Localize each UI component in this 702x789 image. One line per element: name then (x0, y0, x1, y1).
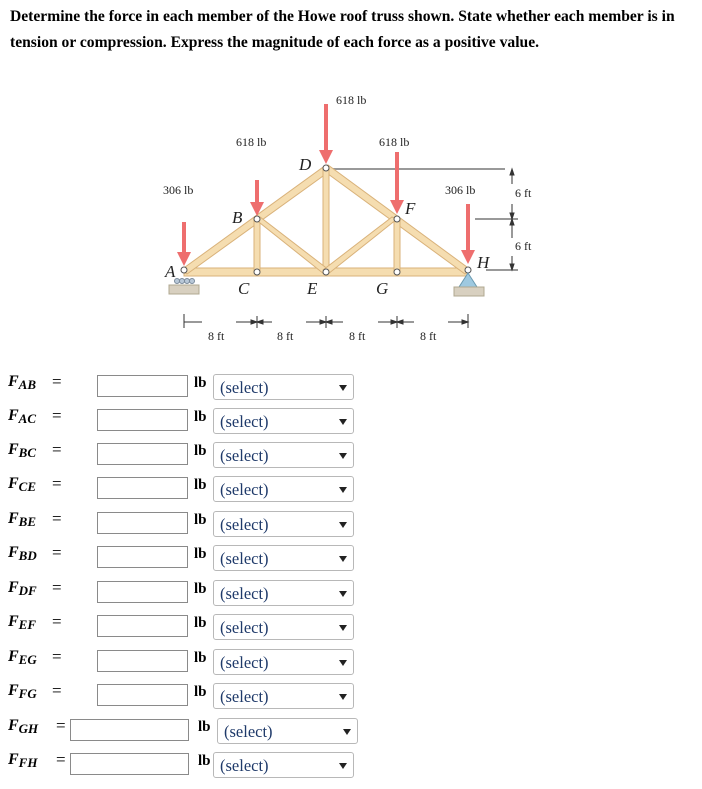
dropdown-arrow-icon (343, 729, 351, 735)
select-value: (select) (220, 653, 269, 672)
dim-label-4: 8 ft (420, 329, 437, 343)
answer-row-ce (0, 472, 702, 502)
unit-label: lb (194, 477, 207, 493)
load-label-d: 618 lb (336, 93, 367, 107)
dim-label-2: 8 ft (277, 329, 294, 343)
equals-sign: = (52, 406, 62, 425)
unit-label: lb (198, 719, 211, 735)
unit-label: lb (194, 409, 207, 425)
unit-label: lb (194, 581, 207, 597)
load-arrow-b (250, 180, 264, 216)
force-label: $F_{FH}$ (8, 751, 38, 770)
equals-sign: = (52, 647, 62, 666)
force-label: $F_{GH}$ (8, 717, 39, 736)
problem-statement: Determine the force in each member of the Howe roof truss shown. State whether each member is in tension or compression. Express the magnitude of each force as a positive value. (10, 8, 675, 51)
equals-sign: = (52, 578, 62, 597)
dropdown-arrow-icon (339, 694, 347, 700)
force-bd-type-select[interactable] (213, 545, 354, 571)
select-value: (select) (220, 618, 269, 637)
unit-label: lb (194, 375, 207, 391)
joint-b (254, 216, 260, 222)
node-label-d: D (299, 155, 312, 174)
answer-row-be (0, 507, 702, 537)
force-bd-input[interactable] (97, 546, 188, 568)
force-label: $F_{CE}$ (8, 475, 37, 494)
dropdown-arrow-icon (339, 522, 347, 528)
select-value: (select) (220, 378, 269, 397)
force-label: $F_{DF}$ (8, 579, 37, 598)
node-label-e: E (307, 279, 318, 298)
unit-label: lb (194, 684, 207, 700)
unit-label: lb (194, 615, 207, 631)
equals-sign: = (52, 612, 62, 631)
force-df-type-select[interactable] (213, 580, 354, 606)
force-gh-type-select[interactable] (217, 718, 358, 744)
joint-e (323, 269, 329, 275)
answer-row-ab (0, 370, 702, 400)
load-label-h: 306 lb (445, 183, 476, 197)
member-be (255, 217, 329, 274)
select-value: (select) (220, 687, 269, 706)
force-label: $F_{EG}$ (8, 648, 37, 667)
answer-row-gh (0, 714, 702, 744)
truss-members (181, 165, 471, 276)
member-de (323, 168, 329, 272)
unit-label: lb (194, 443, 207, 459)
dropdown-arrow-icon (339, 591, 347, 597)
select-value: (select) (220, 549, 269, 568)
member-fg (394, 220, 400, 272)
force-ac-input[interactable] (97, 409, 188, 431)
force-df-input[interactable] (97, 581, 188, 603)
answer-row-eg (0, 645, 702, 675)
force-be-type-select[interactable] (213, 511, 354, 537)
equals-sign: = (56, 716, 66, 735)
node-label-a: A (165, 262, 176, 281)
dropdown-arrow-icon (339, 385, 347, 391)
node-label-g: G (376, 279, 389, 298)
dropdown-arrow-icon (339, 763, 347, 769)
dim-label-3: 8 ft (349, 329, 366, 343)
unit-label: lb (194, 512, 207, 528)
force-label: $F_{FG}$ (8, 682, 37, 701)
dim-label-v1: 6 ft (515, 186, 532, 200)
force-gh-input[interactable] (70, 719, 189, 741)
horizontal-dimensions (184, 314, 468, 328)
select-value: (select) (220, 756, 269, 775)
force-eg-type-select[interactable] (213, 649, 354, 675)
force-label: $F_{EF}$ (8, 613, 37, 632)
dropdown-arrow-icon (339, 660, 347, 666)
force-fh-type-select[interactable] (213, 752, 354, 778)
unit-label: lb (198, 753, 211, 769)
force-fg-input[interactable] (97, 684, 188, 706)
joint-a (181, 267, 187, 273)
answer-row-bc (0, 438, 702, 468)
force-eg-input[interactable] (97, 650, 188, 672)
answer-row-fg (0, 679, 702, 709)
load-label-a: 306 lb (163, 183, 194, 197)
dim-label-1: 8 ft (208, 329, 225, 343)
load-arrow-a (177, 222, 191, 266)
truss-diagram (0, 80, 702, 360)
joint-c (254, 269, 260, 275)
force-ab-type-select[interactable] (213, 374, 354, 400)
select-value: (select) (220, 584, 269, 603)
equals-sign: = (52, 474, 62, 493)
equals-sign: = (52, 543, 62, 562)
node-label-h: H (477, 253, 490, 272)
force-bc-type-select[interactable] (213, 442, 354, 468)
member-ef (323, 217, 397, 274)
node-label-c: C (238, 279, 250, 298)
force-ef-input[interactable] (97, 615, 188, 637)
select-value: (select) (220, 412, 269, 431)
dropdown-arrow-icon (339, 419, 347, 425)
force-ab-input[interactable] (97, 375, 188, 397)
load-arrow-d (319, 104, 333, 164)
force-fg-type-select[interactable] (213, 683, 354, 709)
select-value: (select) (220, 515, 269, 534)
answer-row-ac (0, 404, 702, 434)
joint-d (323, 165, 329, 171)
equals-sign: = (52, 440, 62, 459)
answer-row-ef (0, 610, 702, 640)
node-label-b: B (232, 208, 243, 227)
force-ce-type-select[interactable] (213, 476, 354, 502)
truss-figure (0, 80, 702, 360)
force-label: $F_{BD}$ (8, 544, 37, 563)
answer-row-df (0, 576, 702, 606)
joint-g (394, 269, 400, 275)
equals-sign: = (52, 509, 62, 528)
force-bc-input[interactable] (97, 443, 188, 465)
dropdown-arrow-icon (339, 453, 347, 459)
force-label: $F_{AB}$ (8, 373, 37, 392)
dropdown-arrow-icon (339, 625, 347, 631)
force-fh-input[interactable] (70, 753, 189, 775)
answer-row-bd (0, 541, 702, 571)
force-ce-input[interactable] (97, 477, 188, 499)
select-value: (select) (224, 722, 273, 741)
dim-label-v2: 6 ft (515, 239, 532, 253)
dropdown-arrow-icon (339, 556, 347, 562)
force-ef-type-select[interactable] (213, 614, 354, 640)
load-arrow-h (461, 204, 475, 264)
equals-sign: = (52, 372, 62, 391)
equals-sign: = (52, 681, 62, 700)
load-label-f: 618 lb (379, 135, 410, 149)
member-bc (254, 220, 260, 272)
dropdown-arrow-icon (339, 487, 347, 493)
select-value: (select) (220, 446, 269, 465)
load-arrow-f (390, 152, 404, 214)
unit-label: lb (194, 546, 207, 562)
unit-label: lb (194, 650, 207, 666)
load-label-b: 618 lb (236, 135, 267, 149)
answer-row-fh (0, 748, 702, 778)
select-value: (select) (220, 480, 269, 499)
joint-f (394, 216, 400, 222)
equals-sign: = (56, 750, 66, 769)
node-label-f: F (405, 199, 416, 218)
force-label: $F_{BE}$ (8, 510, 37, 529)
force-label: $F_{AC}$ (8, 407, 37, 426)
force-label: $F_{BC}$ (8, 441, 37, 460)
force-be-input[interactable] (97, 512, 188, 534)
force-ac-type-select[interactable] (213, 408, 354, 434)
